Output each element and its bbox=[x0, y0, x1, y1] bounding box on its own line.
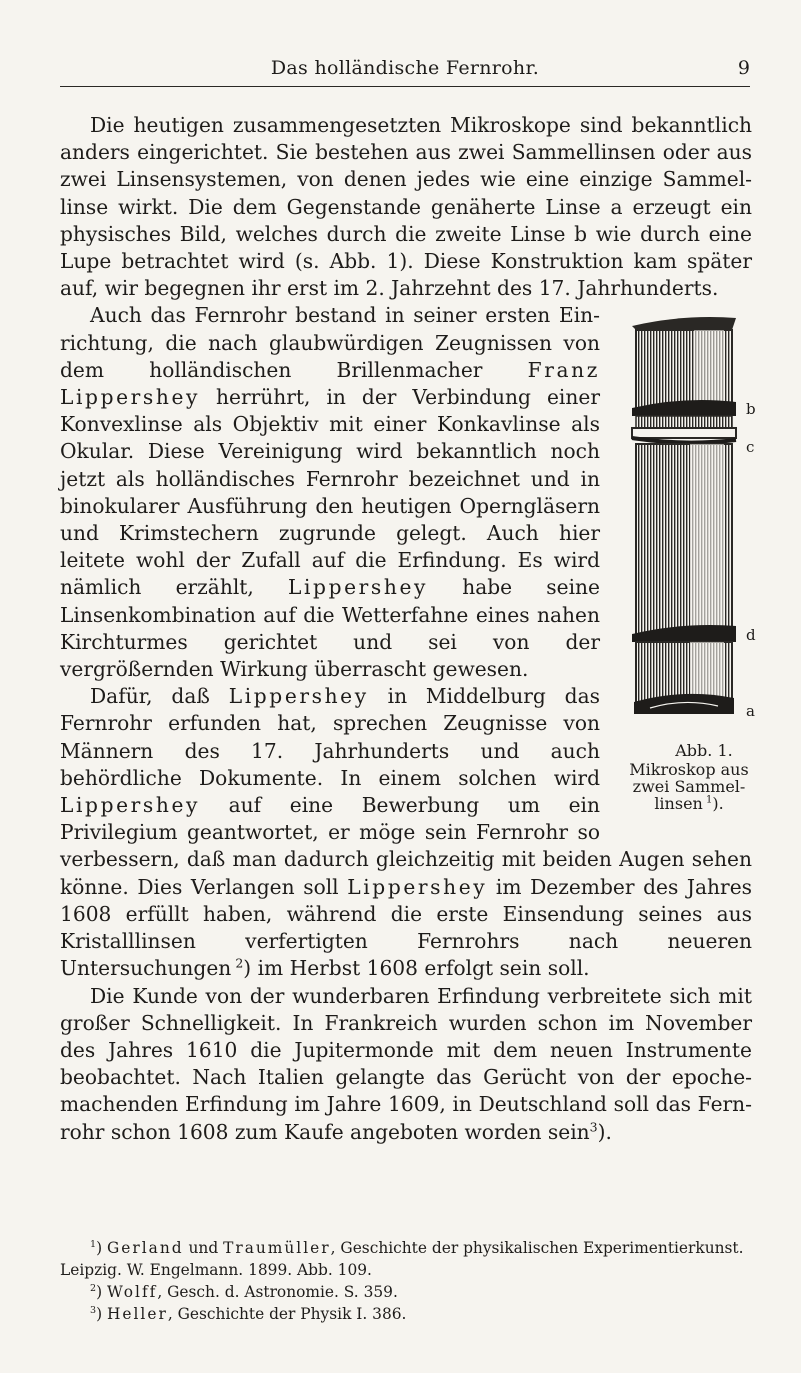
figure-caption-line1: Mikroskop aus bbox=[629, 760, 749, 780]
figure-caption-title: Abb. 1. bbox=[675, 741, 733, 761]
figure-microscope bbox=[614, 304, 764, 834]
figure-caption-note: 1 bbox=[706, 795, 713, 807]
microscope-illustration bbox=[614, 304, 764, 734]
eyepiece-collar bbox=[632, 317, 736, 330]
paragraph-1: Die heutigen zusammengesetzten Mikroskope sind bekanntlich anders eingerichtet. Sie bestehen aus zwei Sammellinsen oder aus zwei Linsensystemen, von denen jedes wie eine einzige Sammellinse wirkt. Die dem Gegenstande genäherte Linse a erzeugt ein physisches Bild, welches durch die zweite Linse b wie durch eine Lupe betrachtet wird (s. Abb. 1). Diese Konstruktion kam später auf, wir begegnen ihr erst im 2. Jahrzehnt des 17. Jahrhunderts. bbox=[60, 113, 752, 301]
label-a: a bbox=[746, 702, 755, 721]
header-rule bbox=[60, 86, 750, 87]
footnote-1: $^1$) Gerland und Traumüller, Geschichte der physikalischen Experimentierkunst. Leipzig. W. Engelmann. 1899. Abb. 109. bbox=[60, 1238, 744, 1279]
footnote-ref-3: 3 bbox=[589, 1118, 598, 1134]
paragraph-3: Dafür, daß Lippershey in Middelburg das Fernrohr erfunden hat, sprechen Zeugnisse von Männern des 17. Jahrhunderts und auch behördliche Dokumente. In einem solchen wird Lippershey auf eine Bewerbung um ein Privilegium geantwortet, er möge sein Fernrohr so verbessern, daß man dadurch gleichzeitig mit beiden Augen sehen könne. Dies Verlangen soll Lippershey im Dezember des Jahres 1608 erfüllt haben, während die erste Einsendung seines aus Kristalllinsen verfertigten Fernrohrs nach neueren Untersuchungen $^2$) im Herbst 1608 erfolgt sein soll. bbox=[60, 684, 753, 981]
name-franz-lippershey: Franz Lippershey bbox=[60, 357, 600, 410]
body-text bbox=[60, 112, 756, 1146]
figure-caption-line3: linsen bbox=[654, 794, 703, 814]
name-lippershey: Lippershey bbox=[347, 874, 488, 899]
collar-c bbox=[632, 428, 736, 438]
label-d: d bbox=[746, 626, 756, 645]
name-lippershey: Lippershey bbox=[288, 575, 429, 600]
running-title: Das holländische Fernrohr. bbox=[270, 57, 540, 79]
paragraph-4: Die Kunde von der wunderbaren Erfindung verbreitete sich mit großer Schnelligkeit. In Frankreich wurden schon im November des Jahres 1610 die Jupitermonde mit dem neuen Instrumente beobachtet. Nach Italien gelangte das Gerücht von der epochemachenden Erfindung im Jahre 1609, in Deutschland soll das Fernrohr schon 1608 zum Kaufe angeboten worden sein$^3$). bbox=[60, 983, 752, 1144]
name-lippershey: Lippershey bbox=[228, 684, 369, 709]
label-b: b bbox=[746, 400, 756, 419]
figure-caption-line2: zwei Sammel- bbox=[632, 777, 746, 797]
figure-caption: Abb. 1. Mikroskop aus zwei Sammel- linsen $^1$). bbox=[614, 742, 764, 812]
footnote-2: $^2$) Wolff, Gesch. d. Astronomie. S. 359. bbox=[90, 1282, 398, 1301]
footnote-ref-2: 2 bbox=[235, 955, 244, 971]
label-c: c bbox=[746, 438, 755, 457]
running-head bbox=[60, 54, 750, 90]
page-number: 9 bbox=[737, 57, 750, 79]
footnote-3: $^3$) Heller, Geschichte der Physik I. 386. bbox=[90, 1304, 407, 1323]
paragraph-2: b c d a Abb. 1. Mikroskop aus zwei Sammel- linsen $^1$). Auch das Fernrohr bestand in seiner ersten Einrichtung, die nach glaubwürdigen Zeugnissen von dem holländischen Brillenmacher Franz Lippershey herrührt, in der Verbindung einer Konvexlinse als Objektiv mit einer Konkavlinse als Okular. Diese Vereinigung wird bekanntlich noch jetzt als holländisches Fernrohr bezeichnet und in binokularer Ausführung den heutigen Operngläsern und Krimstechern zugrunde gelegt. Auch hier leitete wohl der Zufall auf die Erfindung. Es wird nämlich erzählt, Lippershey habe seine Linsenkombination auf die Wetterfahne eines nahen Kirchturmes gerichtet und sei von der vergrößernden Wirkung überrascht gewesen. bbox=[60, 302, 752, 683]
footnotes bbox=[60, 1237, 752, 1325]
name-lippershey: Lippershey bbox=[60, 793, 201, 818]
